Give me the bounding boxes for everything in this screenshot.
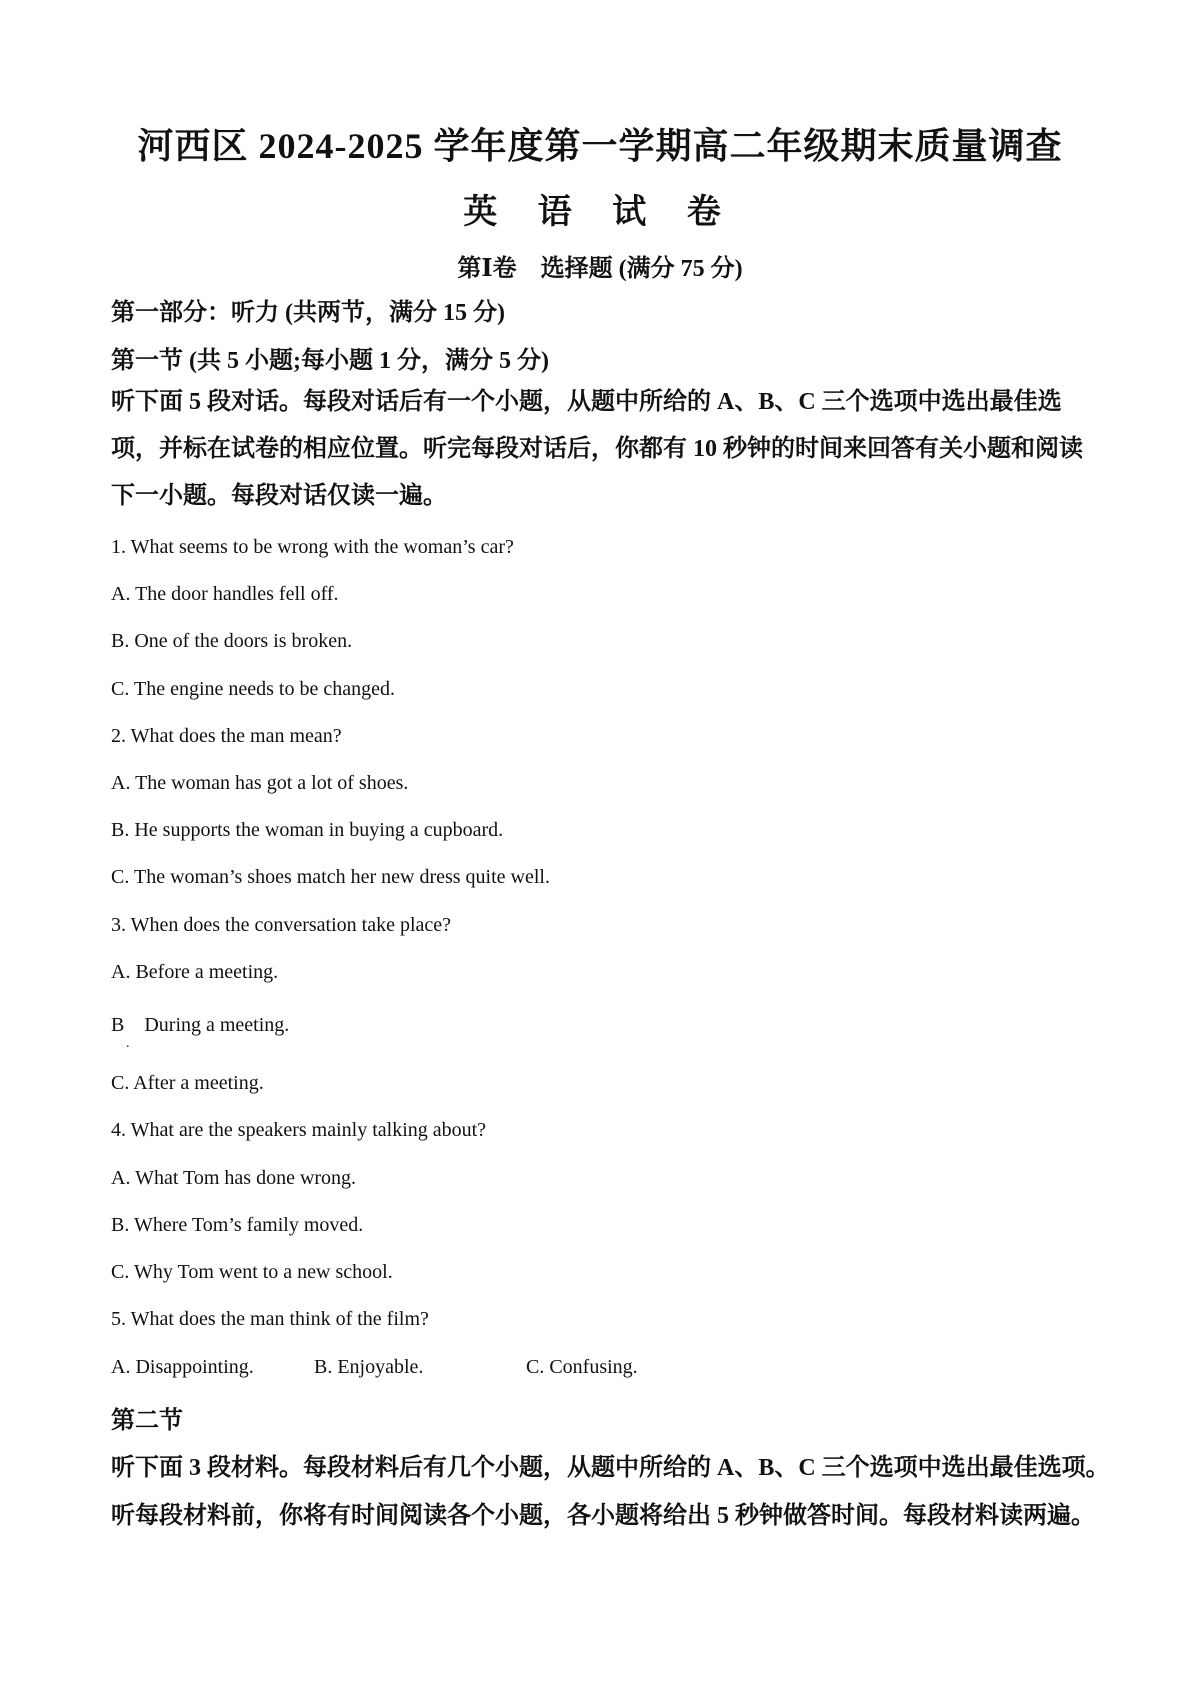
question-option: A. The woman has got a lot of shoes. xyxy=(111,772,409,794)
question-option: C. After a meeting. xyxy=(111,1072,264,1094)
exam-title: 河西区 2024-2025 学年度第一学期高二年级期末质量调查 xyxy=(137,126,1063,166)
question-option: A. Before a meeting. xyxy=(111,961,279,983)
stray-mark: . xyxy=(126,1036,130,1051)
section2-instruction-line: 听每段材料前，你将有时间阅读各个小题，各小题将给出 5 秒钟做答时间。每段材料读两遍。 xyxy=(111,1503,1095,1529)
question-stem: 5. What does the man think of the film? xyxy=(111,1308,429,1330)
section2-instruction-line: 听下面 3 段材料。每段材料后有几个小题，从题中所给的 A、B、C 三个选项中选出最佳选项。 xyxy=(111,1455,1110,1481)
question-option: A. The door handles fell off. xyxy=(111,583,339,605)
question-option: B. Where Tom’s family moved. xyxy=(111,1214,364,1236)
section2-heading: 第二节 xyxy=(111,1408,183,1434)
question-option: B. Enjoyable. xyxy=(314,1356,424,1378)
question-stem: 3. When does the conversation take place? xyxy=(111,914,452,936)
exam-subtitle: 英 语 试 卷 xyxy=(463,194,737,231)
question-option: C. The engine needs to be changed. xyxy=(111,678,395,700)
volume-heading: 第Ⅰ卷 选择题 (满分 75 分) xyxy=(457,256,743,282)
question-option: B During a meeting. xyxy=(111,1014,290,1036)
question-option: B. One of the doors is broken. xyxy=(111,630,353,652)
question-option: B. He supports the woman in buying a cupboard. xyxy=(111,819,504,841)
question-stem: 4. What are the speakers mainly talking about? xyxy=(111,1119,487,1141)
part-heading: 第一部分：听力 (共两节，满分 15 分) xyxy=(111,300,505,326)
question-option: C. Why Tom went to a new school. xyxy=(111,1261,393,1283)
question-option: A. What Tom has done wrong. xyxy=(111,1167,357,1189)
question-option: C. The woman’s shoes match her new dress quite well. xyxy=(111,866,550,888)
section-instruction: 听下面 5 段对话。每段对话后有一个小题，从题中所给的 A、B、C 三个选项中选出最佳选项，并标在试卷的相应位置。听完每段对话后，你都有 10 秒钟的时间来回答有关小题和阅读下一小题。每段对话仅读一遍。 xyxy=(111,389,1083,509)
question-stem: 1. What seems to be wrong with the woman’s car? xyxy=(111,536,514,558)
question-option: A. Disappointing. xyxy=(111,1356,254,1378)
question-option: C. Confusing. xyxy=(526,1356,638,1378)
section-heading: 第一节 (共 5 小题;每小题 1 分，满分 5 分) xyxy=(111,348,549,374)
question-stem: 2. What does the man mean? xyxy=(111,725,342,747)
